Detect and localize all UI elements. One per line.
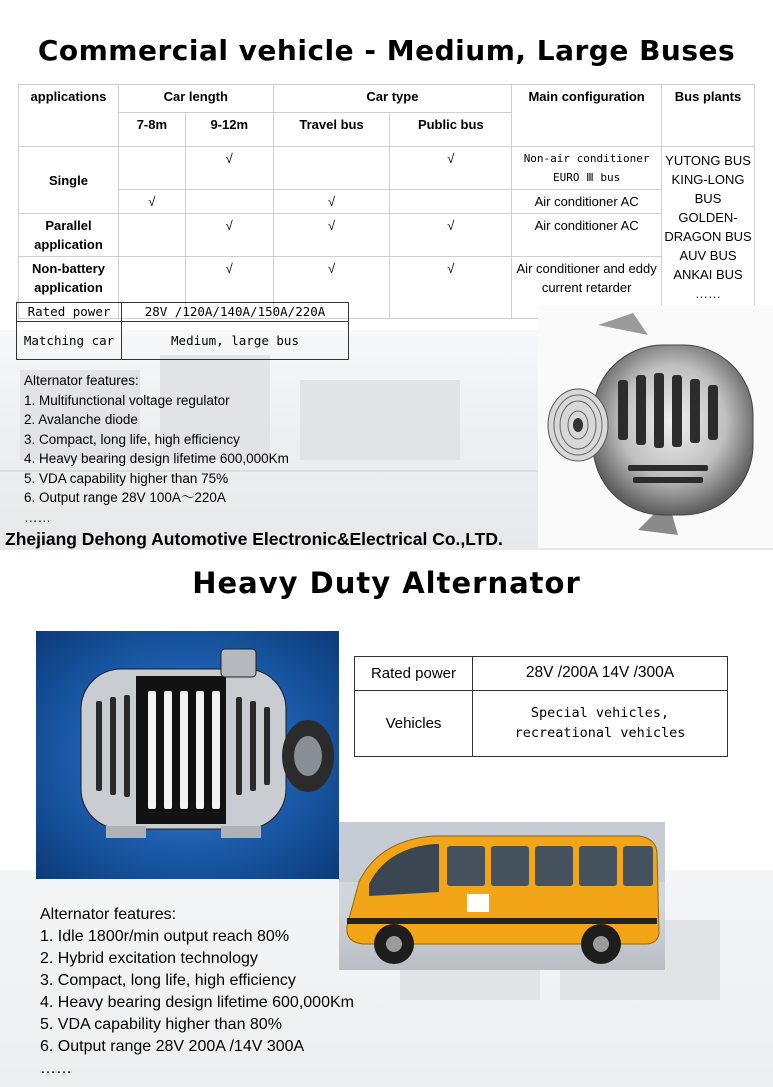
feature-item: 6. Output range 28V 200A /14V 300A [40, 1038, 305, 1055]
feature-item: 6. Output range 28V 100A～220A [24, 490, 226, 505]
features-title: Alternator features: [40, 906, 177, 923]
plant-item: …… [695, 286, 722, 301]
vehicles-label: Vehicles [355, 690, 473, 756]
feature-item: 3. Compact, long life, high efficiency [40, 972, 296, 989]
config-eddy-current: Air conditioner and eddy current retarder [512, 257, 662, 319]
feature-item: 1. Idle 1800r/min output reach 80% [40, 928, 290, 945]
plant-item: AUV BUS [679, 248, 737, 263]
matching-car-value: Medium, large bus [122, 322, 349, 360]
section2-title: Heavy Duty Alternator [192, 566, 581, 600]
plant-item: YUTONG BUS [665, 153, 751, 168]
row-label-parallel: Parallel application [19, 214, 119, 257]
plant-item: ANKAI BUS [673, 267, 743, 282]
config-air-ac: Air conditioner AC [512, 214, 662, 257]
config-air-ac: Air conditioner AC [512, 190, 662, 214]
header-car-type: Car type [273, 85, 512, 113]
bus-photo [339, 822, 665, 970]
rated-power-table-2 [354, 656, 728, 757]
header-main-configuration: Main configuration [512, 85, 662, 147]
section1-title: Commercial vehicle - Medium, Large Buses [37, 34, 736, 67]
rated-power-value: 28V /200A 14V /300A [473, 657, 728, 691]
feature-item: 1. Multifunctional voltage regulator [24, 392, 230, 408]
check-mark: √ [390, 214, 512, 257]
feature-item: 2. Hybrid excitation technology [40, 950, 258, 967]
check-mark: √ [185, 257, 273, 319]
rated-power-label: Rated power [17, 303, 122, 322]
features-list-1 [24, 371, 289, 527]
bus-plants-list [662, 147, 755, 319]
feature-item: 3. Compact, long life, high efficiency [24, 431, 240, 447]
check-mark: √ [390, 147, 512, 190]
cell [185, 190, 273, 214]
header-applications: applications [19, 85, 119, 147]
feature-item: 5. VDA capability higher than 75% [24, 470, 229, 486]
feature-item: 4. Heavy bearing design lifetime 600,000Km [40, 994, 354, 1011]
feature-item: …… [24, 509, 51, 525]
check-mark: √ [185, 147, 273, 190]
config-non-air: Non-air conditioner EURO Ⅲ bus [512, 147, 662, 190]
feature-item: 2. Avalanche diode [24, 412, 138, 427]
subheader-travel-bus: Travel bus [273, 113, 390, 147]
rated-power-value: 28V /120A/140A/150A/220A [122, 303, 349, 322]
vehicles-value: Special vehicles, recreational vehicles [473, 690, 728, 756]
rated-power-table-1 [16, 302, 349, 360]
header-car-length: Car length [118, 85, 273, 113]
feature-item: 4. Heavy bearing design lifetime 600,000Km [24, 451, 289, 466]
cell [118, 214, 185, 257]
cell [390, 190, 512, 214]
rated-power-label: Rated power [355, 657, 473, 691]
feature-item: 5. VDA capability higher than 80% [40, 1016, 282, 1033]
row-label-non-battery: Non-battery application [19, 257, 119, 319]
bus-application-table [18, 84, 755, 319]
subheader-9-12m: 9-12m [185, 113, 273, 147]
plant-item: GOLDEN-DRAGON BUS [664, 210, 752, 244]
check-mark: √ [273, 214, 390, 257]
features-list-2 [40, 904, 354, 1080]
company-name: Zhejiang Dehong Automotive Electronic&Electrical Co.,LTD. [5, 529, 503, 549]
subheader-public-bus: Public bus [390, 113, 512, 147]
header-bus-plants: Bus plants [662, 85, 755, 147]
cell [273, 147, 390, 190]
feature-item: …… [40, 1060, 72, 1077]
alternator-photo-2 [36, 631, 339, 879]
check-mark: √ [273, 190, 390, 214]
features-title: Alternator features: [24, 373, 139, 388]
check-mark: √ [118, 190, 185, 214]
row-label-single: Single [19, 147, 119, 214]
cell [118, 147, 185, 190]
check-mark: √ [390, 257, 512, 319]
check-mark: √ [273, 257, 390, 319]
plant-item: KING-LONG BUS [671, 172, 745, 206]
subheader-7-8m: 7-8m [118, 113, 185, 147]
alternator-photo-1 [538, 305, 773, 548]
check-mark: √ [185, 214, 273, 257]
matching-car-label: Matching car [17, 322, 122, 360]
